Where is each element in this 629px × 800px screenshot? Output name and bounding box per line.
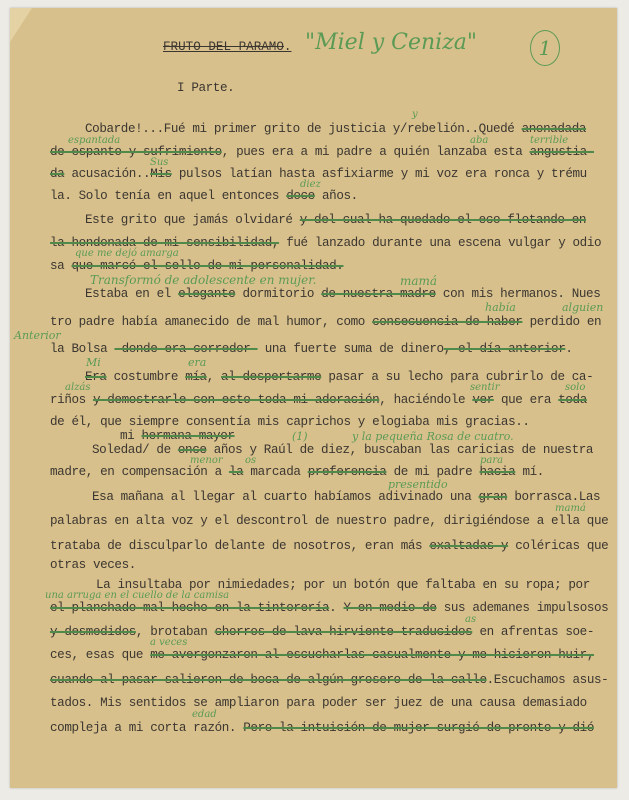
typed-text: una fuerte suma de dinero	[257, 342, 444, 356]
struck-text: Mis	[150, 167, 172, 181]
struck-text: mía	[185, 370, 207, 384]
struck-text: anonadada	[521, 122, 587, 136]
typed-text: .	[329, 601, 344, 615]
annotation: solo	[565, 382, 586, 393]
typed-text: mí.	[515, 465, 544, 479]
typed-text: costumbre	[106, 370, 186, 384]
typed-line	[85, 288, 600, 300]
typed-line	[50, 602, 608, 614]
struck-text: doce	[286, 189, 315, 203]
annotation: aba	[470, 135, 489, 146]
annotation: para	[480, 455, 504, 466]
typed-text: otras veces.	[50, 558, 136, 572]
struck-text: de espanto y sufrimiento	[50, 145, 222, 159]
struck-text: Pero la intuición de mujer surgió de pronto y dió	[243, 721, 594, 735]
typed-line	[50, 722, 594, 734]
struck-text: chorros de lava hirviente traducidos	[214, 625, 473, 639]
page-number: 1	[530, 30, 560, 66]
struck-text: hermana mayor	[141, 429, 235, 443]
struck-text: exaltadas y	[429, 539, 509, 553]
document-title	[163, 41, 291, 53]
typed-text: , haciéndole	[379, 393, 473, 407]
typed-text: coléricas que	[508, 539, 609, 553]
struck-text: da	[50, 167, 65, 181]
annotation: Sus	[150, 157, 169, 168]
annotation: sentir	[470, 382, 500, 393]
annotation: edad	[192, 709, 217, 720]
annotation: Mi	[86, 356, 101, 369]
typed-line	[50, 540, 608, 552]
struck-text: el planchado mal hecho en la tintorería	[50, 601, 330, 615]
typed-text: Este grito que jamás olvidaré	[85, 213, 300, 227]
typed-text: la Bolsa	[50, 342, 115, 356]
annotation: espantada	[68, 135, 121, 146]
typed-text: tados. Mis sentidos se ampliaron para poder ser juez de una causa demasiado	[50, 696, 587, 710]
annotation: os	[245, 455, 257, 466]
typed-text: madre, en compensación a	[50, 465, 229, 479]
struck-text: la hondonada de mi sensibilidad,	[50, 236, 280, 250]
annotation: mamá	[555, 503, 586, 514]
typed-text: perdido en	[522, 315, 602, 329]
typed-text: en afrentas soe-	[472, 625, 594, 639]
struck-text: de nuestra madre	[321, 287, 436, 301]
typed-line	[85, 371, 593, 383]
typed-text: de mi padre	[386, 465, 480, 479]
typed-text: años.	[314, 189, 358, 203]
typed-text: La insultaba por nimiedades; por un botón que faltaba en su ropa; por	[96, 578, 590, 592]
annotation: a veces	[150, 637, 188, 648]
struck-text: ver	[472, 393, 494, 407]
typed-text: con mis hermanos. Nues	[435, 287, 601, 301]
typed-line	[50, 674, 608, 686]
typed-line	[50, 394, 587, 406]
typed-text: años y Raúl de diez, buscaban las caricias de nuestra	[206, 443, 594, 457]
annotation: alzás	[65, 382, 91, 393]
section-heading: I Parte.	[177, 81, 235, 95]
struck-text: hacia	[479, 465, 516, 479]
struck-text: once	[177, 443, 207, 457]
annotation: Anterior	[14, 329, 61, 342]
struck-text: y desmedidos	[50, 625, 136, 639]
annotation: as	[465, 614, 477, 625]
annotation: Transformó de adolescente en mujer.	[90, 273, 317, 287]
annotation: alguien	[562, 301, 604, 314]
typed-text: Esa mañana al llegar al cuarto habíamos adivinado una	[92, 490, 479, 504]
annotation: menor	[190, 455, 223, 466]
struck-text: consecuencia de haber	[372, 315, 523, 329]
typed-line	[50, 260, 343, 272]
annotation: era	[188, 356, 207, 369]
typed-line	[85, 123, 586, 135]
struck-text: me avergonzaron al escucharlas casualmente y me hicieron huir,	[150, 648, 594, 662]
title-period: .	[283, 40, 292, 54]
typed-text: borrasca.Las	[507, 490, 601, 504]
typed-line	[92, 444, 593, 456]
typed-text: trataba de disculparlo delante de nosotros, eran más	[50, 539, 430, 553]
typed-text: Estaba en el	[85, 287, 179, 301]
typed-text: acusación..	[64, 167, 151, 181]
struck-text: toda	[558, 393, 587, 407]
typed-text: , brotaban	[135, 625, 215, 639]
struck-text: gran	[478, 490, 508, 504]
struck-text: y del cual ha quedado el eco flotando en	[299, 213, 587, 227]
typed-text: tro padre había amanecido de mal humor, como	[50, 315, 373, 329]
typed-text: marcada	[243, 465, 308, 479]
typed-text: ,	[206, 370, 222, 384]
annotation: y	[412, 109, 418, 120]
typed-text: la. Solo tenía en aquel entonces	[50, 189, 287, 203]
struck-text: que marcó el sello de mi personalidad.	[71, 259, 344, 273]
struck-text: angustia-	[529, 145, 594, 159]
typed-text: riños	[50, 393, 93, 407]
struck-text: -donde era corredor-	[114, 342, 258, 356]
typed-text: que era	[493, 393, 559, 407]
struck-text: y demostrarle con esto toda mi adoración	[92, 393, 380, 407]
typed-text: mi	[120, 429, 142, 443]
annotation: y la pequeña Rosa de cuatro.	[352, 430, 514, 443]
typed-line	[50, 559, 136, 571]
typed-line	[50, 649, 594, 661]
typed-text: , pues era a mi padre a quién lanzaba esta	[221, 145, 530, 159]
annotation: mamá	[400, 274, 438, 288]
typed-line	[120, 430, 235, 442]
annotation: (1)	[292, 430, 308, 443]
typed-text: sa	[50, 259, 72, 273]
typed-text: de él, que siempre consentía mis caprichos y elogiaba mis gracias..	[50, 415, 530, 429]
annotation: diez	[300, 179, 321, 190]
typed-line	[50, 316, 601, 328]
typed-line	[50, 190, 358, 202]
typed-line	[50, 343, 573, 355]
typed-text: pasar a su lecho para cubrirlo de ca-	[321, 370, 594, 384]
typed-line	[50, 697, 587, 709]
struck-title: FRUTO DEL PARAMO	[163, 40, 284, 54]
handwritten-title: "Miel y Ceniza"	[305, 30, 478, 55]
annotation: una arruga en el cuello de la camisa	[45, 590, 230, 601]
typed-text: .Escuchamos asus-	[486, 673, 609, 687]
struck-text: preferencia	[307, 465, 387, 479]
annotation: presentido	[388, 478, 448, 491]
typed-line	[50, 146, 594, 158]
typed-line	[50, 626, 594, 638]
annotation: que me dejó amarga	[75, 248, 179, 259]
folded-corner	[10, 8, 32, 42]
typed-text: Soledad/ de	[92, 443, 178, 457]
typed-text: sus ademanes impulsosos	[436, 601, 609, 615]
typed-text: ces, esas que	[50, 648, 151, 662]
struck-text: la	[228, 465, 244, 479]
typed-line	[50, 515, 608, 527]
struck-text: elegante	[178, 287, 236, 301]
typed-text: compleja a mi corta razón.	[50, 721, 244, 735]
struck-text: al despertarme	[221, 370, 322, 384]
typed-text: palabras en alta voz y el descontrol de nuestro padre, dirigiéndose a ella que	[50, 514, 609, 528]
typed-line	[92, 491, 600, 503]
typed-text: Cobarde!...Fué mi primer grito de justicia y/rebelión..Quedé	[85, 122, 522, 136]
typed-line	[50, 466, 544, 478]
typed-text: pulsos latían hasta asfixiarme y mi voz era ronca y trému	[171, 167, 587, 181]
struck-text: Y en medio de	[343, 601, 437, 615]
typed-line	[50, 416, 530, 428]
annotation: había	[485, 301, 516, 314]
typed-text: dormitorio	[235, 287, 322, 301]
typed-text: .	[565, 342, 573, 356]
typed-line	[85, 214, 586, 226]
struck-text: , el día anterior	[443, 342, 566, 356]
annotation: terrible	[530, 135, 569, 146]
struck-text: cuando al pasar salieron de boca de algún grosero de la calle	[50, 673, 487, 687]
typed-text: fué lanzado durante una escena vulgar y odio	[279, 236, 602, 250]
struck-text: Era	[85, 370, 107, 384]
